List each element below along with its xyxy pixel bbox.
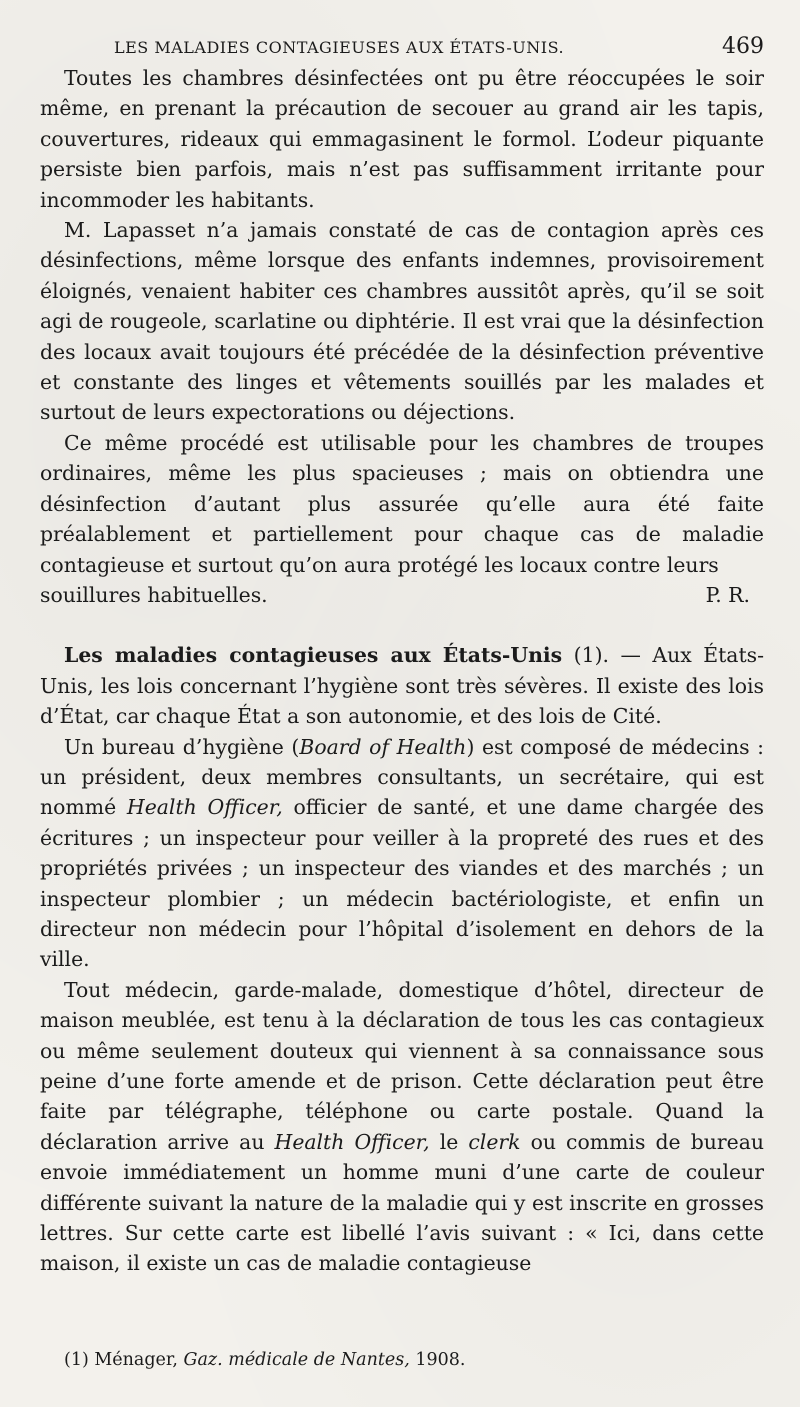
paragraph-6-part-c: ou commis de bureau envoie immédiatement un homme muni d’une carte de couleur différente suivant la nature de la maladie qui y est inscrite en grosses lettres. Sur cette carte est libellé l’avis suivant : « Ici, dans cette maison, il existe un cas de maladie contagieuse — [40, 1129, 764, 1276]
body-text — [40, 63, 764, 1279]
paragraph-5-part-a: Un bureau d’hygiène ( — [64, 734, 300, 759]
paragraph-3-end: souillures habituelles. — [40, 582, 268, 607]
health-officer-2: Health Officer, — [274, 1129, 430, 1154]
health-officer: Health Officer, — [126, 795, 283, 820]
paragraph-3: Ce même procédé est utilisable pour les chambres de troupes ordinaires, même les plus spacieuses ; mais on obtiendra une désinfection d’autant plus assurée qu’elle aura été faite préalablement et partiellement pour chaque cas de maladie contagieuse et surtout qu’on aura protégé les locaux contre leurs — [40, 430, 764, 577]
paragraph-4-text: — Aux États-Unis, les lois concernant l’hygiène sont très sévères. Il existe des lois d’État, car chaque État a son autonomie, et des lois de Cité. — [40, 643, 764, 729]
paragraph-5-part-c: officier de santé, et une dame chargée des écritures ; un inspecteur pour veiller à la propreté des rues et des propriétés privées ; un inspecteur des viandes et des marchés ; un inspecteur plombier ; un médecin bactériologiste, et enfin un directeur non médecin pour l’hôpital d’isolement en dehors de la ville. — [40, 795, 764, 972]
running-head — [114, 34, 764, 59]
running-title: LES MALADIES CONTAGIEUSES AUX ÉTATS-UNIS. — [114, 38, 565, 57]
author-signature: P. R. — [705, 582, 750, 607]
footnote-source: Gaz. médicale de Nantes, — [183, 1350, 410, 1370]
page-number: 469 — [722, 34, 764, 59]
paragraph-2: M. Lapasset n’a jamais constaté de cas de contagion après ces désinfections, même lorsque des enfants indemnes, provisoirement éloignés, venaient habiter ces chambres aussitôt après, qu’il se soit agi de rougeole, scarlatine ou diphtérie. Il est vrai que la désinfection des locaux avait toujours été précédée de la désinfection préventive et constante des linges et vêtements souillés par les malades et surtout de leurs expectorations ou déjections. — [40, 218, 764, 425]
board-of-health: Board of Health — [299, 734, 467, 759]
footnote-ref: (1). — [573, 643, 610, 668]
paragraph-6-part-a: Tout médecin, garde-malade, domestique d’hôtel, directeur de maison meublée, est tenu à la déclaration de tous les cas contagieux ou même seulement douteux qui viennent à sa connaissance sous peine d’une forte amende et de prison. Cette déclaration peut être faite par télégraphe, téléphone ou carte postale. Quand la déclaration arrive au — [40, 977, 764, 1154]
section-gap — [40, 610, 764, 640]
paragraph-6 — [40, 975, 764, 1279]
section-heading: Les maladies contagieuses aux États-Unis — [64, 643, 563, 668]
paragraph-6-part-b: le — [429, 1129, 469, 1154]
clerk: clerk — [468, 1129, 521, 1154]
footnote-year: 1908. — [409, 1350, 466, 1370]
paragraph-1: Toutes les chambres désinfectées ont pu être réoccupées le soir même, en prenant la précaution de secouer au grand air les tapis, couvertures, rideaux qui emmagasinent le formol. L’odeur piquante persiste bien parfois, mais n’est pas suffisamment irritante pour incommoder les habitants. — [40, 66, 764, 212]
footnote-label: (1) Ménager, — [64, 1350, 184, 1370]
paragraph-5-part-b: ) est composé de médecins : un président, deux membres consultants, un secrétaire, qui est nommé — [40, 734, 764, 820]
signature-line — [40, 580, 764, 610]
paragraph-5 — [40, 732, 764, 975]
footnote — [64, 1348, 465, 1372]
paragraph-4 — [40, 640, 764, 731]
